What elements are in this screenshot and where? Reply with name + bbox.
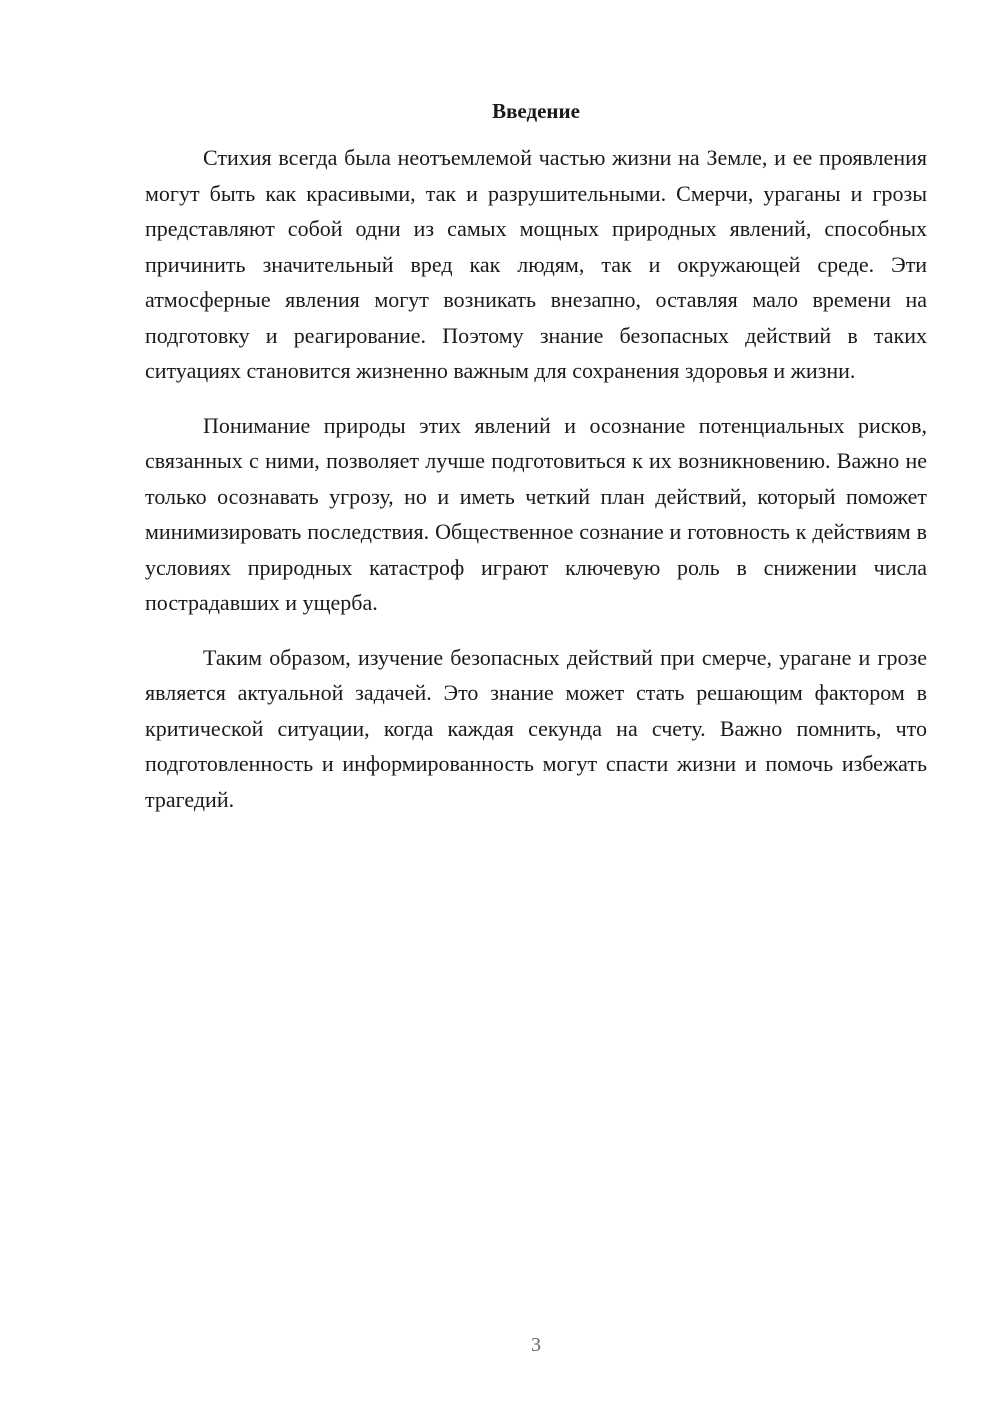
paragraph-3: Таким образом, изучение безопасных действий при смерче, урагане и грозе является актуальной задачей. Это знание может стать решающим фактором в критической ситуации, когда каждая секунда на счету. Важно помнить, что подготовленность и информированность могут спасти жизни и помочь избежать трагедий. [145, 644, 927, 812]
section-heading: Введение [492, 99, 580, 123]
page-number: 3 [531, 1334, 541, 1356]
page-content [145, 96, 927, 836]
paragraph-1: Стихия всегда была неотъемлемой частью жизни на Земле, и ее проявления могут быть как красивыми, так и разрушительными. Смерчи, ураганы и грозы представляют собой одни из самых мощных природных явлений, способных причинить значительный вред как людям, так и окружающей среде. Эти атмосферные явления могут возникать внезапно, оставляя мало времени на подготовку и реагирование. Поэтому знание безопасных действий в таких ситуациях становится жизненно важным для сохранения здоровья и жизни. [145, 145, 927, 383]
paragraph-2: Понимание природы этих явлений и осознание потенциальных рисков, связанных с ними, позволяет лучше подготовиться к их возникновению. Важно не только осознавать угрозу, но и иметь четкий план действий, который поможет минимизировать последствия. Общественное сознание и готовность к действиям в условиях природных катастроф играют ключевую роль в снижении числа пострадавших и ущерба. [145, 412, 927, 615]
